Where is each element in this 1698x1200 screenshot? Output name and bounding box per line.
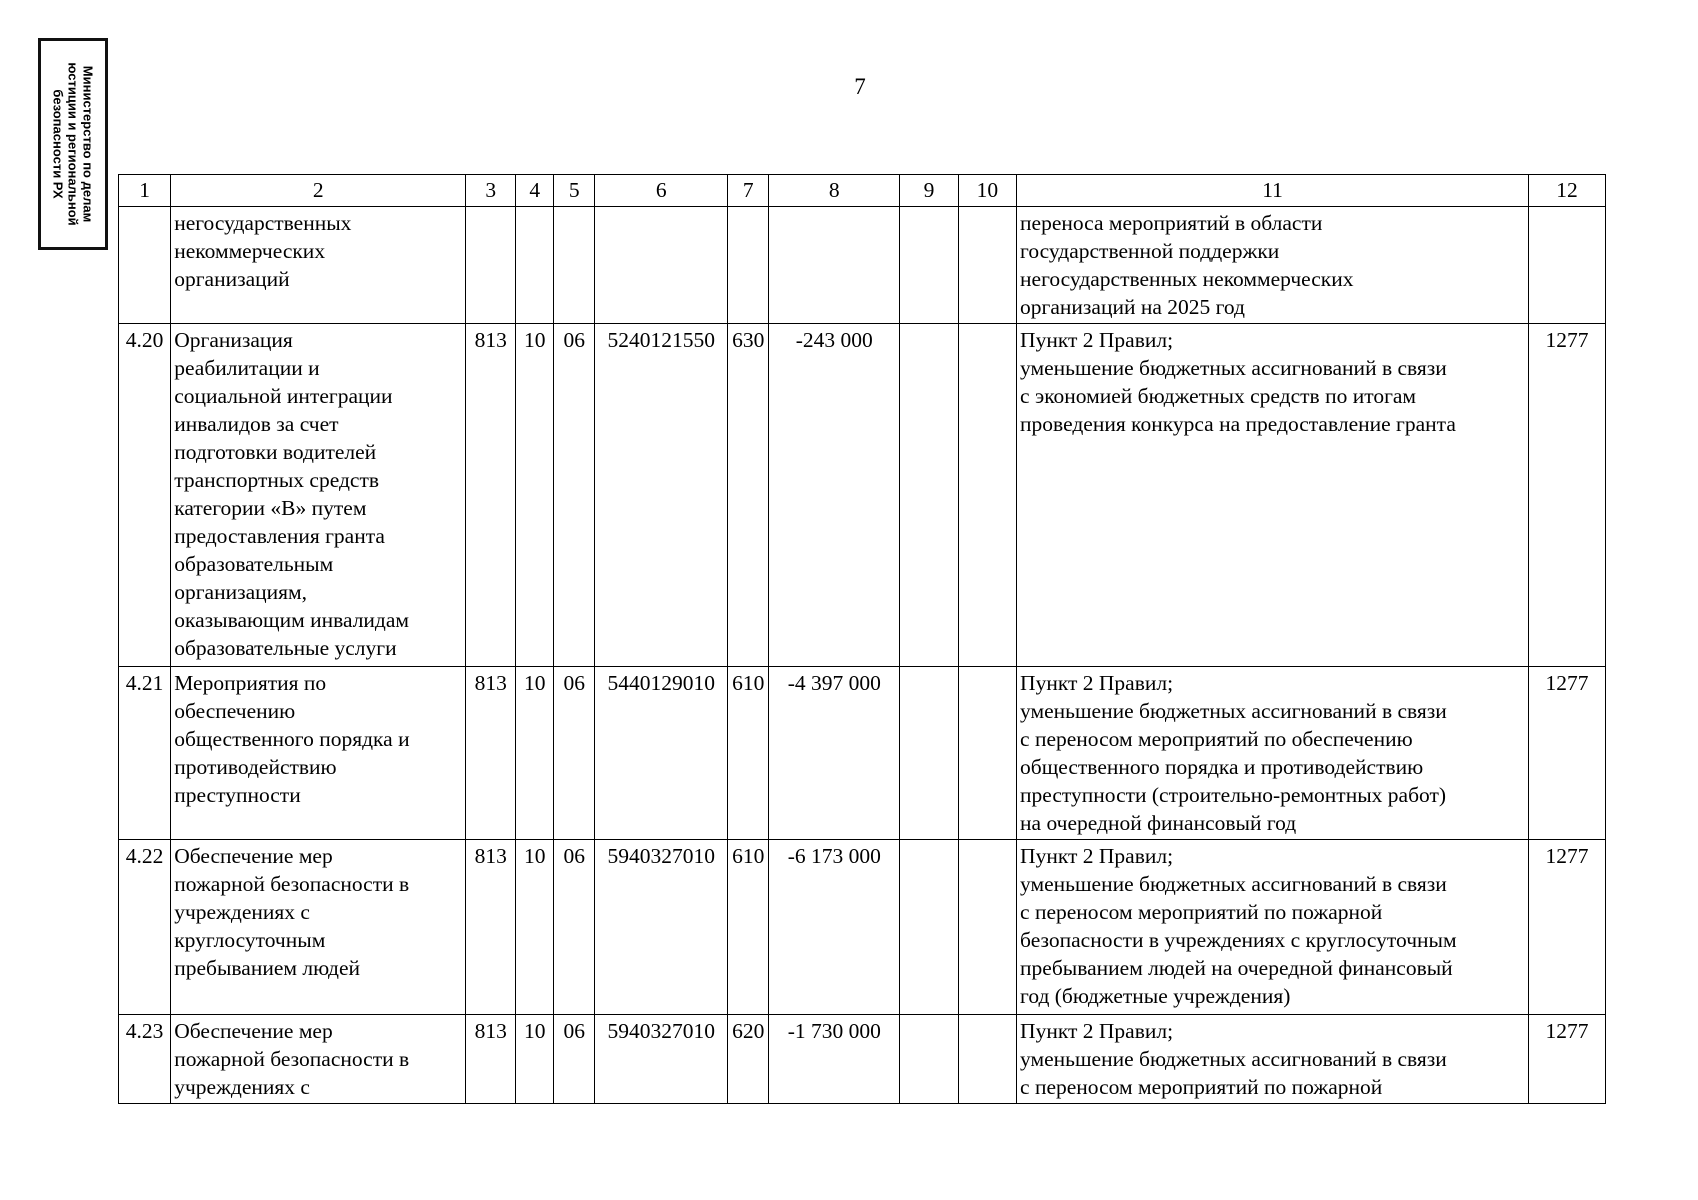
basis-cell: [1017, 1015, 1529, 1104]
empty-cell: [958, 324, 1016, 667]
header-cell: 9: [900, 175, 958, 207]
code-cell: 813: [466, 667, 516, 840]
description-line: Организация: [174, 328, 293, 352]
amount-cell: -4 397 000: [769, 667, 900, 840]
description-cell: [171, 207, 466, 324]
code-cell: 10: [516, 840, 554, 1015]
empty-cell: [958, 667, 1016, 840]
code-cell: 813: [466, 324, 516, 667]
reference-cell: 1277: [1529, 840, 1606, 1015]
empty-cell: [900, 1015, 958, 1104]
table-row: [119, 1015, 1606, 1104]
basis-line: уменьшение бюджетных ассигнований в связи: [1020, 699, 1447, 723]
basis-line: уменьшение бюджетных ассигнований в связи: [1020, 872, 1447, 896]
row-number: 4.20: [119, 324, 171, 667]
description-line: организациям,: [174, 580, 308, 604]
description-line: преступности: [174, 783, 301, 807]
description-cell: [171, 324, 466, 667]
stamp-line: Министерство по делам: [80, 65, 96, 223]
basis-line: общественного порядка и противодействию: [1020, 755, 1424, 779]
description-line: Обеспечение мер: [174, 844, 333, 868]
table-row: [119, 840, 1606, 1015]
code-cell: [466, 207, 516, 324]
reference-cell: 1277: [1529, 667, 1606, 840]
header-cell: 4: [516, 175, 554, 207]
code-cell: 06: [554, 840, 595, 1015]
stamp-line: безопасности РХ: [50, 89, 66, 199]
empty-cell: [900, 207, 958, 324]
code-cell: 620: [728, 1015, 769, 1104]
code-cell: 813: [466, 1015, 516, 1104]
description-line: образовательным: [174, 552, 334, 576]
description-line: учреждениях с: [174, 900, 310, 924]
code-cell: [595, 207, 728, 324]
header-cell: 11: [1017, 175, 1529, 207]
description-line: подготовки водителей: [174, 440, 377, 464]
description-line: социальной интеграции: [174, 384, 393, 408]
basis-line: организаций на 2025 год: [1020, 295, 1245, 319]
header-cell: 8: [769, 175, 900, 207]
description-line: пожарной безопасности в: [174, 872, 410, 896]
code-cell: 813: [466, 840, 516, 1015]
row-number: 4.21: [119, 667, 171, 840]
ministry-stamp: [38, 38, 108, 250]
header-cell: 1: [119, 175, 171, 207]
code-cell: 10: [516, 1015, 554, 1104]
budget-table: [118, 174, 1606, 1104]
empty-cell: [900, 840, 958, 1015]
description-line: некоммерческих: [174, 239, 326, 263]
header-cell: 10: [958, 175, 1016, 207]
code-cell: [728, 207, 769, 324]
table-row: [119, 667, 1606, 840]
description-line: организаций: [174, 267, 290, 291]
page-number: 7: [854, 74, 866, 99]
code-cell: 5440129010: [595, 667, 728, 840]
basis-cell: [1017, 667, 1529, 840]
description-cell: [171, 840, 466, 1015]
basis-line: Пункт 2 Правил;: [1020, 1019, 1174, 1043]
code-cell: 10: [516, 667, 554, 840]
description-line: общественного порядка и: [174, 727, 410, 751]
row-number: 4.22: [119, 840, 171, 1015]
basis-line: Пункт 2 Правил;: [1020, 844, 1174, 868]
header-row: [119, 175, 1606, 207]
description-line: негосударственных: [174, 211, 352, 235]
description-line: образовательные услуги: [174, 636, 397, 660]
description-line: транспортных средств: [174, 468, 379, 492]
row-number: 4.23: [119, 1015, 171, 1104]
basis-line: негосударственных некоммерческих: [1020, 267, 1354, 291]
code-cell: 5240121550: [595, 324, 728, 667]
basis-line: Пункт 2 Правил;: [1020, 671, 1174, 695]
code-cell: 5940327010: [595, 840, 728, 1015]
code-cell: 06: [554, 324, 595, 667]
basis-line: с переносом мероприятий по пожарной: [1020, 900, 1383, 924]
header-cell: 12: [1529, 175, 1606, 207]
header-cell: 6: [595, 175, 728, 207]
reference-cell: 1277: [1529, 324, 1606, 667]
basis-line: государственной поддержки: [1020, 239, 1280, 263]
empty-cell: [900, 324, 958, 667]
description-line: оказывающим инвалидам: [174, 608, 410, 632]
description-line: пожарной безопасности в: [174, 1047, 410, 1071]
row-number: [119, 207, 171, 324]
header-cell: 2: [171, 175, 466, 207]
amount-cell: -243 000: [769, 324, 900, 667]
basis-cell: [1017, 324, 1529, 667]
stamp-text: [51, 44, 96, 244]
description-line: обеспечению: [174, 699, 296, 723]
basis-line: уменьшение бюджетных ассигнований в связи: [1020, 1047, 1447, 1071]
basis-line: с экономией бюджетных средств по итогам: [1020, 384, 1417, 408]
table-row: [119, 324, 1606, 667]
basis-line: с переносом мероприятий по пожарной: [1020, 1075, 1383, 1099]
code-cell: [554, 207, 595, 324]
description-line: круглосуточным: [174, 928, 326, 952]
description-line: предоставления гранта: [174, 524, 385, 548]
code-cell: 06: [554, 1015, 595, 1104]
reference-cell: [1529, 207, 1606, 324]
description-cell: [171, 667, 466, 840]
basis-line: безопасности в учреждениях с круглосуточным: [1020, 928, 1457, 952]
description-line: Мероприятия по: [174, 671, 327, 695]
code-cell: 5940327010: [595, 1015, 728, 1104]
description-line: противодействию: [174, 755, 337, 779]
amount-cell: -1 730 000: [769, 1015, 900, 1104]
code-cell: 10: [516, 324, 554, 667]
basis-line: уменьшение бюджетных ассигнований в связи: [1020, 356, 1447, 380]
header-cell: 3: [466, 175, 516, 207]
empty-cell: [958, 207, 1016, 324]
description-cell: [171, 1015, 466, 1104]
basis-line: пребыванием людей на очередной финансовый: [1020, 956, 1453, 980]
header-cell: 5: [554, 175, 595, 207]
code-cell: 610: [728, 840, 769, 1015]
code-cell: [516, 207, 554, 324]
stamp-line: юстиции и региональной: [65, 62, 81, 226]
basis-line: на очередной финансовый год: [1020, 811, 1297, 835]
code-cell: 610: [728, 667, 769, 840]
description-line: категории «В» путем: [174, 496, 367, 520]
amount-cell: [769, 207, 900, 324]
basis-line: проведения конкурса на предоставление гранта: [1020, 412, 1456, 436]
empty-cell: [958, 840, 1016, 1015]
description-line: учреждениях с: [174, 1075, 310, 1099]
amount-cell: -6 173 000: [769, 840, 900, 1015]
basis-line: переноса мероприятий в области: [1020, 211, 1323, 235]
basis-cell: [1017, 207, 1529, 324]
basis-cell: [1017, 840, 1529, 1015]
description-line: Обеспечение мер: [174, 1019, 333, 1043]
reference-cell: 1277: [1529, 1015, 1606, 1104]
basis-line: Пункт 2 Правил;: [1020, 328, 1174, 352]
basis-line: преступности (строительно-ремонтных работ): [1020, 783, 1447, 807]
description-line: инвалидов за счет: [174, 412, 339, 436]
empty-cell: [958, 1015, 1016, 1104]
code-cell: 06: [554, 667, 595, 840]
table-row: [119, 207, 1606, 324]
basis-line: с переносом мероприятий по обеспечению: [1020, 727, 1413, 751]
description-line: реабилитации и: [174, 356, 320, 380]
empty-cell: [900, 667, 958, 840]
header-cell: 7: [728, 175, 769, 207]
code-cell: 630: [728, 324, 769, 667]
basis-line: год (бюджетные учреждения): [1020, 984, 1291, 1008]
description-line: пребыванием людей: [174, 956, 361, 980]
